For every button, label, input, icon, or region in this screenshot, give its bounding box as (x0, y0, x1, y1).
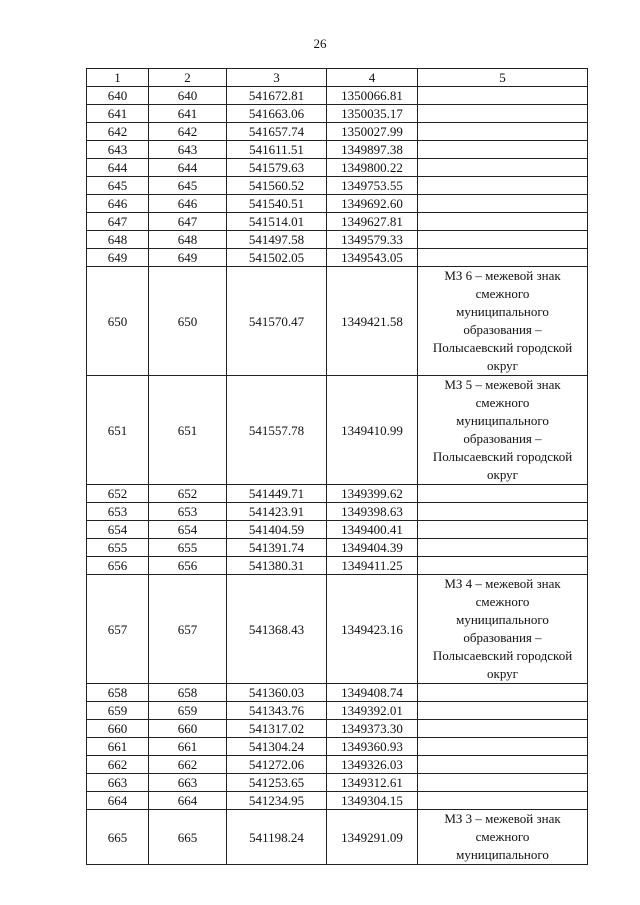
table-cell-c1: 646 (87, 195, 149, 213)
table-cell-c3: 541560.52 (227, 177, 327, 195)
table-cell-c2: 659 (149, 702, 227, 720)
table-cell-c4: 1350027.99 (327, 123, 418, 141)
table-row (87, 702, 588, 720)
table-cell-c3: 541368.43 (227, 575, 327, 684)
note-line: округ (487, 666, 518, 681)
table-cell-c3: 541570.47 (227, 267, 327, 376)
table-cell-c4: 1349692.60 (327, 195, 418, 213)
table-cell-c1: 658 (87, 684, 149, 702)
note-line: муниципального (456, 304, 549, 319)
table-cell-c1: 644 (87, 159, 149, 177)
table-cell-c3: 541360.03 (227, 684, 327, 702)
table-row (87, 267, 588, 376)
table-cell-c2: 663 (149, 774, 227, 792)
table-row (87, 557, 588, 575)
table-cell-c2: 649 (149, 249, 227, 267)
table-row (87, 177, 588, 195)
table-row (87, 249, 588, 267)
table-cell-c1: 660 (87, 720, 149, 738)
table-cell-c4: 1349753.55 (327, 177, 418, 195)
note-line: смежного (475, 286, 530, 301)
table-cell-note (418, 792, 588, 810)
table-cell-note (418, 774, 588, 792)
table-cell-note (418, 720, 588, 738)
table-cell-c2: 654 (149, 521, 227, 539)
header-cell: 5 (418, 69, 588, 87)
table-cell-c3: 541272.06 (227, 756, 327, 774)
table-cell-c1: 653 (87, 503, 149, 521)
table-cell-c2: 650 (149, 267, 227, 376)
table-cell-c1: 662 (87, 756, 149, 774)
table-cell-note (418, 141, 588, 159)
table-body (87, 87, 588, 865)
table-cell-c4: 1349543.05 (327, 249, 418, 267)
note-line: МЗ 4 – межевой знак (444, 576, 561, 591)
note-line: округ (487, 358, 518, 373)
table-cell-c3: 541672.81 (227, 87, 327, 105)
note-line: образования – (463, 630, 542, 645)
table-cell-c4: 1349404.39 (327, 539, 418, 557)
table-cell-c2: 647 (149, 213, 227, 231)
table-cell-note (418, 231, 588, 249)
note-line: смежного (475, 594, 530, 609)
table-row (87, 503, 588, 521)
table-cell-c4: 1349800.22 (327, 159, 418, 177)
table-cell-c3: 541304.24 (227, 738, 327, 756)
table-cell-note (418, 557, 588, 575)
table-cell-c4: 1349421.58 (327, 267, 418, 376)
table-cell-c2: 658 (149, 684, 227, 702)
table-cell-c2: 662 (149, 756, 227, 774)
table-cell-c4: 1349411.25 (327, 557, 418, 575)
table-cell-c3: 541540.51 (227, 195, 327, 213)
table-cell-c3: 541611.51 (227, 141, 327, 159)
table-cell-c1: 656 (87, 557, 149, 575)
table-cell-c4: 1349399.62 (327, 485, 418, 503)
table-cell-c1: 648 (87, 231, 149, 249)
table-cell-c2: 643 (149, 141, 227, 159)
table-cell-note (418, 575, 588, 684)
table-cell-note (418, 213, 588, 231)
table-cell-note (418, 123, 588, 141)
table-cell-c3: 541663.06 (227, 105, 327, 123)
table-cell-c1: 657 (87, 575, 149, 684)
table-cell-c1: 655 (87, 539, 149, 557)
note-line: МЗ 3 – межевой знак (444, 811, 561, 826)
table-row (87, 376, 588, 485)
table-cell-c3: 541449.71 (227, 485, 327, 503)
table-cell-note (418, 249, 588, 267)
table-cell-c4: 1349423.16 (327, 575, 418, 684)
table-cell-c4: 1349627.81 (327, 213, 418, 231)
table-cell-note (418, 756, 588, 774)
table-cell-c4: 1349392.01 (327, 702, 418, 720)
table-cell-c4: 1349579.33 (327, 231, 418, 249)
table-row (87, 792, 588, 810)
table-cell-c2: 646 (149, 195, 227, 213)
header-cell: 2 (149, 69, 227, 87)
note-line: образования – (463, 322, 542, 337)
table-cell-c3: 541343.76 (227, 702, 327, 720)
table-cell-c4: 1349326.03 (327, 756, 418, 774)
table-cell-note (418, 105, 588, 123)
table-cell-c2: 653 (149, 503, 227, 521)
table-cell-note (418, 503, 588, 521)
table-row (87, 231, 588, 249)
note-line: муниципального (456, 847, 549, 862)
table-cell-c3: 541234.95 (227, 792, 327, 810)
table-cell-note (418, 684, 588, 702)
note-line: Полысаевский городской (432, 449, 573, 464)
table-row (87, 774, 588, 792)
table-cell-c1: 652 (87, 485, 149, 503)
table-row (87, 684, 588, 702)
table-row (87, 756, 588, 774)
table-cell-note (418, 521, 588, 539)
table-cell-c2: 661 (149, 738, 227, 756)
table-cell-note (418, 195, 588, 213)
table-cell-c3: 541253.65 (227, 774, 327, 792)
table-cell-c3: 541502.05 (227, 249, 327, 267)
page-number: 26 (313, 36, 327, 51)
table-cell-c1: 665 (87, 810, 149, 865)
table-cell-c4: 1350035.17 (327, 105, 418, 123)
table-cell-c3: 541380.31 (227, 557, 327, 575)
note-line: МЗ 5 – межевой знак (444, 377, 561, 392)
table-cell-c1: 642 (87, 123, 149, 141)
table-row (87, 105, 588, 123)
table-cell-c3: 541317.02 (227, 720, 327, 738)
table-cell-c1: 641 (87, 105, 149, 123)
table-cell-c2: 651 (149, 376, 227, 485)
table-cell-c1: 661 (87, 738, 149, 756)
table-cell-note (418, 159, 588, 177)
table-cell-c1: 650 (87, 267, 149, 376)
table-cell-c4: 1349312.61 (327, 774, 418, 792)
table-cell-c3: 541657.74 (227, 123, 327, 141)
table-cell-c2: 648 (149, 231, 227, 249)
table-cell-c2: 644 (149, 159, 227, 177)
table-cell-note (418, 810, 588, 865)
note-line: округ (487, 467, 518, 482)
table-cell-c4: 1349360.93 (327, 738, 418, 756)
table-cell-c1: 659 (87, 702, 149, 720)
table-row (87, 539, 588, 557)
table-cell-c3: 541497.58 (227, 231, 327, 249)
note-line: Полысаевский городской (432, 648, 573, 663)
table-cell-c1: 643 (87, 141, 149, 159)
coordinates-table (86, 68, 588, 865)
table-cell-c2: 657 (149, 575, 227, 684)
table-row (87, 195, 588, 213)
table-cell-c2: 640 (149, 87, 227, 105)
table-cell-c3: 541404.59 (227, 521, 327, 539)
table-cell-note (418, 702, 588, 720)
table-cell-c3: 541423.91 (227, 503, 327, 521)
note-line: образования – (463, 431, 542, 446)
table-cell-c2: 656 (149, 557, 227, 575)
table-row (87, 738, 588, 756)
table-cell-c2: 645 (149, 177, 227, 195)
table-cell-c2: 664 (149, 792, 227, 810)
table-row (87, 521, 588, 539)
table-cell-c1: 651 (87, 376, 149, 485)
table-cell-c1: 654 (87, 521, 149, 539)
note-line: Полысаевский городской (432, 340, 573, 355)
table-cell-c4: 1349400.41 (327, 521, 418, 539)
table-cell-c4: 1349373.30 (327, 720, 418, 738)
table-cell-c2: 641 (149, 105, 227, 123)
table-cell-note (418, 376, 588, 485)
table-row (87, 141, 588, 159)
table-cell-c1: 647 (87, 213, 149, 231)
table-cell-c4: 1350066.81 (327, 87, 418, 105)
table-row (87, 575, 588, 684)
header-cell: 4 (327, 69, 418, 87)
table-cell-c4: 1349291.09 (327, 810, 418, 865)
table-cell-note (418, 267, 588, 376)
table-cell-c1: 640 (87, 87, 149, 105)
note-line: МЗ 6 – межевой знак (444, 268, 561, 283)
table-cell-note (418, 539, 588, 557)
table-cell-c2: 660 (149, 720, 227, 738)
table-cell-c1: 664 (87, 792, 149, 810)
table-cell-c4: 1349408.74 (327, 684, 418, 702)
header-cell: 3 (227, 69, 327, 87)
table-cell-c4: 1349304.15 (327, 792, 418, 810)
table-row (87, 159, 588, 177)
table-cell-c4: 1349410.99 (327, 376, 418, 485)
table-cell-note (418, 738, 588, 756)
table-row (87, 213, 588, 231)
table-row (87, 810, 588, 865)
table-cell-c1: 649 (87, 249, 149, 267)
table-row (87, 485, 588, 503)
table-cell-c2: 665 (149, 810, 227, 865)
table-row (87, 720, 588, 738)
table-cell-c3: 541514.01 (227, 213, 327, 231)
table-cell-c4: 1349398.63 (327, 503, 418, 521)
table-cell-c1: 645 (87, 177, 149, 195)
table-cell-note (418, 87, 588, 105)
table-cell-c1: 663 (87, 774, 149, 792)
note-line: муниципального (456, 413, 549, 428)
note-line: смежного (475, 395, 530, 410)
table-cell-c4: 1349897.38 (327, 141, 418, 159)
table-cell-c3: 541579.63 (227, 159, 327, 177)
table-row (87, 87, 588, 105)
table-cell-note (418, 485, 588, 503)
table-cell-c3: 541557.78 (227, 376, 327, 485)
header-cell: 1 (87, 69, 149, 87)
table-row (87, 123, 588, 141)
table-cell-c2: 642 (149, 123, 227, 141)
header-row (87, 69, 588, 87)
table-cell-note (418, 177, 588, 195)
table-cell-c3: 541391.74 (227, 539, 327, 557)
table-cell-c2: 652 (149, 485, 227, 503)
table-cell-c2: 655 (149, 539, 227, 557)
table-cell-c3: 541198.24 (227, 810, 327, 865)
note-line: смежного (475, 829, 530, 844)
note-line: муниципального (456, 612, 549, 627)
